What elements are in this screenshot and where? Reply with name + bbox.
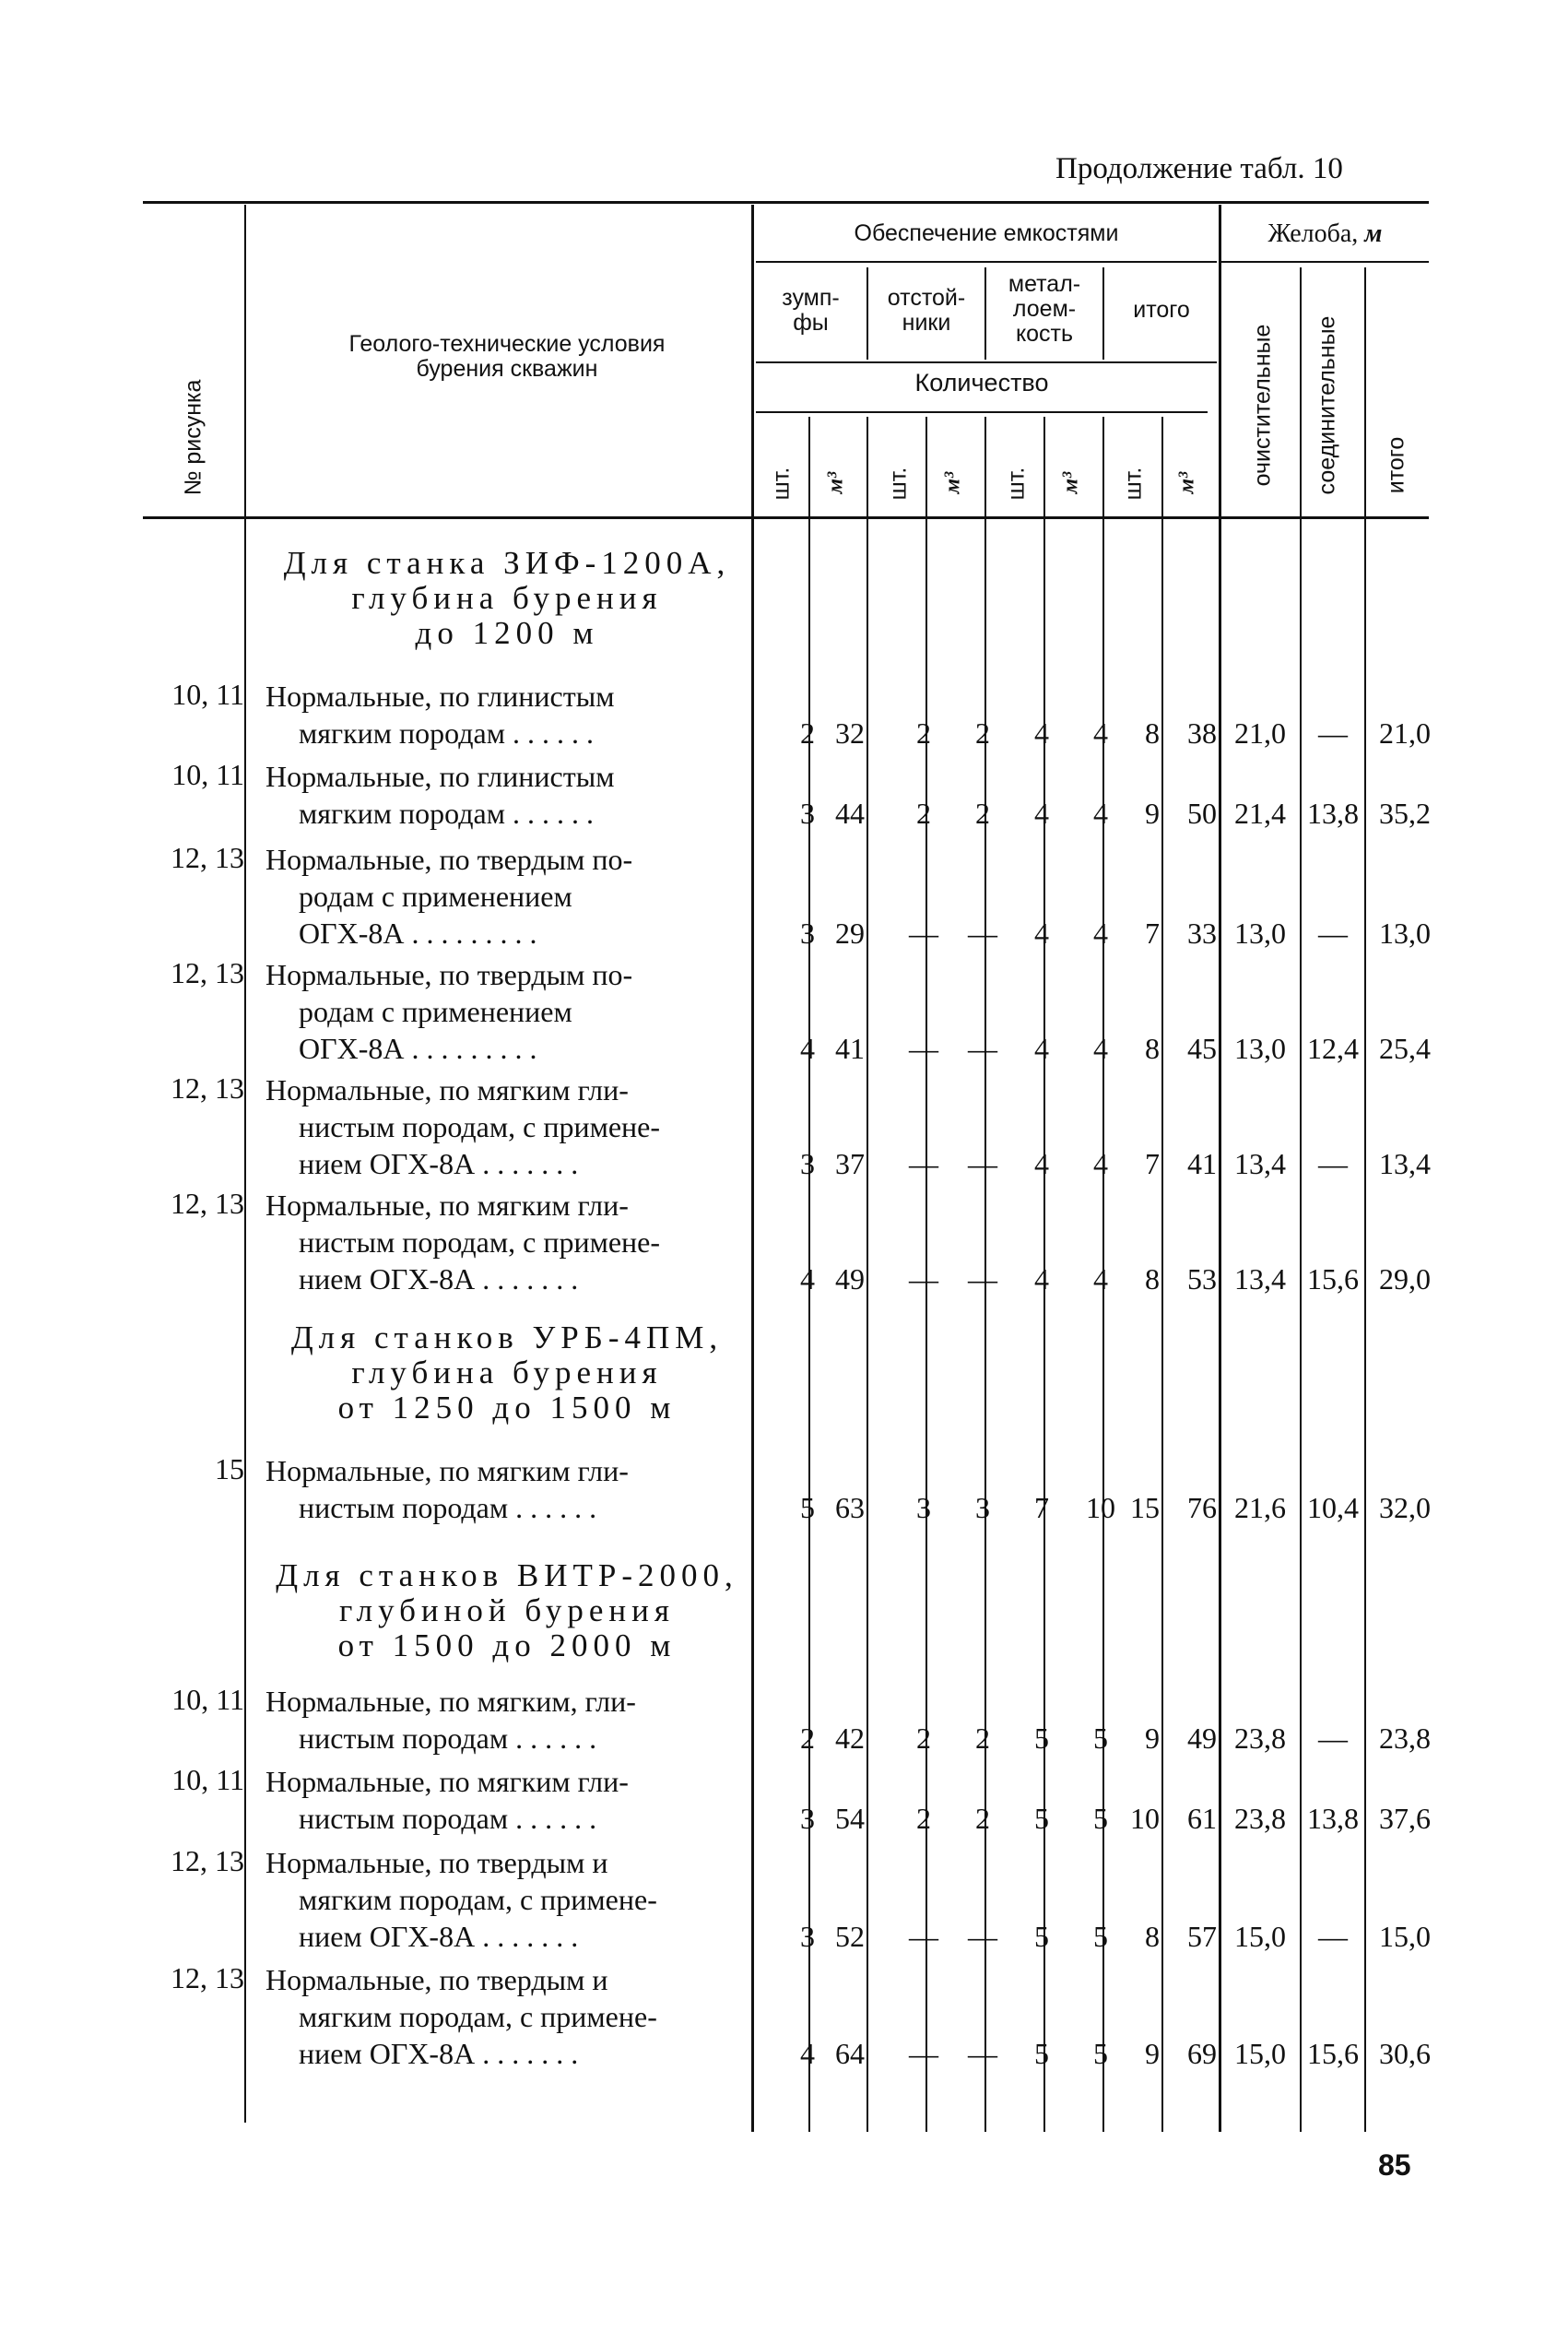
row-condition-line: Нормальные, по мягким гли- bbox=[265, 1765, 629, 1798]
section-heading-line: глубиной бурения bbox=[339, 1592, 675, 1628]
table-cell: 5 bbox=[1093, 2037, 1108, 2070]
table-cell: 4 bbox=[800, 1262, 815, 1296]
table-cell: 15,6 bbox=[1307, 1262, 1359, 1296]
header-cleaning: очистительные bbox=[1249, 324, 1276, 487]
page-number: 85 bbox=[1378, 2148, 1411, 2182]
table-cell: 7 bbox=[1034, 1491, 1049, 1524]
table-cell: 9 bbox=[1145, 2037, 1160, 2070]
row-condition-line: мягким породам . . . . . . bbox=[299, 716, 594, 750]
table-cell: 4 bbox=[1093, 1147, 1108, 1180]
table-cell: 4 bbox=[800, 2037, 815, 2070]
table-cell: 29 bbox=[835, 917, 865, 950]
table-cell: 63 bbox=[835, 1491, 865, 1524]
header-metal bbox=[988, 272, 1101, 347]
header-metal-line-2: лоем- bbox=[1012, 296, 1077, 322]
row-condition-text bbox=[265, 1187, 736, 1297]
table-cell: — bbox=[968, 1920, 997, 1953]
table-cell: 7 bbox=[1145, 1147, 1160, 1180]
table-cell: 2 bbox=[975, 1802, 990, 1835]
table-cell: 7 bbox=[1145, 917, 1160, 950]
subgroup-rule bbox=[756, 361, 1217, 363]
table-cell: 3 bbox=[800, 1802, 815, 1835]
header-metal-m3: м³ bbox=[1058, 471, 1083, 494]
table-cell: — bbox=[968, 2037, 997, 2070]
table-cell: 49 bbox=[835, 1262, 865, 1296]
table-cell: 2 bbox=[916, 1722, 931, 1755]
figure-number: 12, 13 bbox=[171, 1071, 244, 1105]
section-heading-line: Для станка ЗИФ-1200А, bbox=[283, 545, 731, 581]
table-cell: 5 bbox=[1034, 1920, 1049, 1953]
row-condition-line: Нормальные, по глинистым bbox=[265, 760, 615, 793]
table-cell: 61 bbox=[1187, 1802, 1217, 1835]
header-tanks-group: Обеспечение емкостями bbox=[854, 220, 1119, 246]
table-cell: 52 bbox=[835, 1920, 865, 1953]
figure-number: 10, 11 bbox=[171, 1683, 244, 1716]
header-troughs-group bbox=[1221, 221, 1429, 246]
table-cell: 12,4 bbox=[1307, 1032, 1359, 1065]
row-condition-text bbox=[265, 1763, 736, 1837]
row-condition-line: родам с применением bbox=[299, 995, 572, 1028]
table-cell: — bbox=[909, 1032, 938, 1065]
table-cell: 64 bbox=[835, 2037, 865, 2070]
table-cell: — bbox=[1318, 1147, 1348, 1180]
table-cell: 15,0 bbox=[1234, 2037, 1286, 2070]
tanks-group-rule bbox=[756, 261, 1217, 263]
row-condition-line: ОГХ-8А . . . . . . . . . bbox=[299, 917, 537, 950]
header-settlers-line-1: отстой- bbox=[887, 285, 966, 311]
header-metal-pcs: шт. bbox=[1003, 467, 1030, 501]
table-cell: 5 bbox=[1093, 1802, 1108, 1835]
col-rule-tanks-end bbox=[1219, 205, 1221, 2132]
table-cell: 4 bbox=[1034, 1032, 1049, 1065]
table-cell: 30,6 bbox=[1379, 2037, 1431, 2070]
row-condition-line: нистым породам . . . . . . bbox=[299, 1491, 597, 1524]
quantity-rule bbox=[756, 411, 1208, 413]
row-condition-line: родам с применением bbox=[299, 880, 572, 913]
section-heading-line: от 1500 до 2000 м bbox=[337, 1627, 677, 1663]
figure-number: 12, 13 bbox=[171, 1844, 244, 1877]
table-cell: 41 bbox=[835, 1032, 865, 1065]
table-cell: — bbox=[1318, 1920, 1348, 1953]
table-cell: 44 bbox=[835, 797, 865, 830]
table-cell: 2 bbox=[975, 797, 990, 830]
table-cell: 3 bbox=[800, 917, 815, 950]
table-cell: — bbox=[968, 1032, 997, 1065]
row-condition-line: мягким породам, с примене- bbox=[299, 1883, 657, 1916]
header-fig-no: № рисунка bbox=[180, 379, 206, 496]
table-cell: 38 bbox=[1187, 716, 1217, 750]
row-condition-text bbox=[265, 841, 736, 952]
table-cell: 10,4 bbox=[1307, 1491, 1359, 1524]
table-cell: 25,4 bbox=[1379, 1032, 1431, 1065]
table-cell: 21,4 bbox=[1234, 797, 1286, 830]
header-bottom-rule bbox=[143, 516, 1429, 519]
table-cell: — bbox=[968, 1262, 997, 1296]
table-cell: 35,2 bbox=[1379, 797, 1431, 830]
header-conditions-line-1: Геолого-технические условия bbox=[348, 331, 666, 357]
top-rule bbox=[143, 201, 1429, 204]
row-condition-text bbox=[265, 1071, 736, 1182]
header-metal-line-1: метал- bbox=[1008, 271, 1081, 297]
figure-number: 12, 13 bbox=[171, 1961, 244, 1994]
header-settlers-line-2: ники bbox=[902, 310, 951, 336]
header-connecting: соединительные bbox=[1314, 315, 1340, 495]
row-condition-line: мягким породам, с примене- bbox=[299, 2000, 657, 2033]
table-cell: 45 bbox=[1187, 1032, 1217, 1065]
table-cell: 15,0 bbox=[1234, 1920, 1286, 1953]
table-cell: 4 bbox=[1034, 797, 1049, 830]
table-cell: 5 bbox=[800, 1491, 815, 1524]
row-condition-line: нием ОГХ-8А . . . . . . . bbox=[299, 1262, 579, 1296]
section-heading bbox=[258, 546, 756, 651]
table-cell: 4 bbox=[1034, 1262, 1049, 1296]
header-sumps-m3: м³ bbox=[823, 471, 848, 494]
table-cell: 2 bbox=[800, 716, 815, 750]
table-cell: 4 bbox=[1034, 1147, 1049, 1180]
table-cell: 4 bbox=[1093, 797, 1108, 830]
section-heading-line: от 1250 до 1500 м bbox=[337, 1390, 677, 1426]
table-cell: 32,0 bbox=[1379, 1491, 1431, 1524]
figure-number: 10, 11 bbox=[171, 1763, 244, 1796]
row-condition-line: Нормальные, по твердым и bbox=[265, 1963, 608, 1996]
figure-number: 10, 11 bbox=[171, 678, 244, 711]
table-cell: 2 bbox=[800, 1722, 815, 1755]
row-condition-line: нистым породам, с примене- bbox=[299, 1225, 661, 1259]
table-cell: 13,4 bbox=[1234, 1147, 1286, 1180]
row-condition-text bbox=[265, 1683, 736, 1757]
header-troughs-total: итого bbox=[1383, 436, 1409, 494]
table-cell: 5 bbox=[1034, 2037, 1049, 2070]
header-metal-line-3: кость bbox=[1015, 321, 1074, 347]
header-total: итого bbox=[1133, 297, 1190, 323]
header-settlers-pcs: шт. bbox=[885, 467, 912, 501]
table-cell: 57 bbox=[1187, 1920, 1217, 1953]
section-heading bbox=[258, 1558, 756, 1663]
row-condition-line: мягким породам . . . . . . bbox=[299, 797, 594, 830]
row-condition-text bbox=[265, 956, 736, 1067]
table-cell: 4 bbox=[1093, 716, 1108, 750]
row-condition-line: Нормальные, по твердым по- bbox=[265, 958, 633, 991]
table-cell: 10 bbox=[1086, 1491, 1115, 1524]
row-condition-line: нием ОГХ-8А . . . . . . . bbox=[299, 1920, 579, 1953]
header-sumps-line-2: фы bbox=[793, 310, 829, 336]
table-cell: 21,6 bbox=[1234, 1491, 1286, 1524]
row-condition-line: Нормальные, по мягким гли- bbox=[265, 1189, 629, 1222]
row-condition-line: Нормальные, по твердым и bbox=[265, 1846, 608, 1879]
table-cell: 76 bbox=[1187, 1491, 1217, 1524]
table-cell: 13,8 bbox=[1307, 1802, 1359, 1835]
table-cell: 23,8 bbox=[1234, 1722, 1286, 1755]
row-condition-line: Нормальные, по мягким гли- bbox=[265, 1454, 629, 1487]
col-rule-conditions bbox=[751, 205, 754, 2132]
figure-number: 12, 13 bbox=[171, 841, 244, 874]
table-cell: 42 bbox=[835, 1722, 865, 1755]
row-condition-line: нием ОГХ-8А . . . . . . . bbox=[299, 1147, 579, 1180]
figure-number: 12, 13 bbox=[171, 956, 244, 989]
table-cell: 37 bbox=[835, 1147, 865, 1180]
header-sumps-pcs: шт. bbox=[768, 467, 795, 501]
col-rule-sumps-m3-b bbox=[867, 417, 868, 2132]
table-cell: — bbox=[1318, 716, 1348, 750]
header-troughs-label: Желоба, bbox=[1267, 219, 1359, 248]
section-heading-line: Для станков УРБ-4ПМ, bbox=[290, 1319, 724, 1355]
table-cell: 13,8 bbox=[1307, 797, 1359, 830]
table-cell: 15 bbox=[1130, 1491, 1160, 1524]
table-cell: — bbox=[968, 917, 997, 950]
row-condition-line: Нормальные, по мягким гли- bbox=[265, 1073, 629, 1106]
table-cell: 3 bbox=[800, 797, 815, 830]
table-cell: 32 bbox=[835, 716, 865, 750]
table-cell: 13,4 bbox=[1379, 1147, 1431, 1180]
table-cell: 9 bbox=[1145, 1722, 1160, 1755]
table-cell: — bbox=[909, 1262, 938, 1296]
table-cell: 5 bbox=[1093, 1722, 1108, 1755]
table-cell: 23,8 bbox=[1234, 1802, 1286, 1835]
table-cell: 69 bbox=[1187, 2037, 1217, 2070]
table-cell: 15,6 bbox=[1307, 2037, 1359, 2070]
header-settlers-m3: м³ bbox=[940, 471, 965, 494]
header-sumps-line-1: зумп- bbox=[782, 285, 840, 311]
header-settlers bbox=[871, 286, 982, 336]
col-rule-cleaning bbox=[1300, 267, 1302, 2132]
table-cell: 2 bbox=[916, 797, 931, 830]
col-rule-sumps-m3 bbox=[867, 267, 868, 360]
table-cell: 54 bbox=[835, 1802, 865, 1835]
row-condition-line: нистым породам . . . . . . bbox=[299, 1802, 597, 1835]
section-heading bbox=[258, 1320, 756, 1426]
table-cell: 8 bbox=[1145, 1032, 1160, 1065]
col-rule-metal-m3 bbox=[1102, 267, 1104, 360]
header-total-m3: м³ bbox=[1174, 471, 1199, 494]
row-condition-line: Нормальные, по глинистым bbox=[265, 680, 615, 713]
table-cell: 21,0 bbox=[1234, 716, 1286, 750]
header-conditions bbox=[277, 332, 737, 382]
table-cell: 33 bbox=[1187, 917, 1217, 950]
table-cell: 3 bbox=[975, 1491, 990, 1524]
row-condition-line: нистым породам . . . . . . bbox=[299, 1722, 597, 1755]
section-heading-line: до 1200 м bbox=[415, 615, 599, 651]
table-cell: 4 bbox=[1034, 917, 1049, 950]
table-cell: 5 bbox=[1093, 1920, 1108, 1953]
table-cell: 8 bbox=[1145, 716, 1160, 750]
table-cell: 4 bbox=[1034, 716, 1049, 750]
table-cell: — bbox=[909, 1920, 938, 1953]
table-cell: 50 bbox=[1187, 797, 1217, 830]
table-cell: 3 bbox=[800, 1147, 815, 1180]
section-heading-line: Для станков ВИТР-2000, bbox=[276, 1557, 738, 1593]
table-cell: 13,0 bbox=[1379, 917, 1431, 950]
table-cell: 2 bbox=[916, 1802, 931, 1835]
row-condition-text bbox=[265, 1844, 736, 1955]
table-cell: 8 bbox=[1145, 1920, 1160, 1953]
row-condition-line: нистым породам, с примене- bbox=[299, 1110, 661, 1143]
table-cell: 5 bbox=[1034, 1722, 1049, 1755]
troughs-group-rule bbox=[1221, 261, 1429, 263]
row-condition-text bbox=[265, 1452, 736, 1526]
table-cell: 29,0 bbox=[1379, 1262, 1431, 1296]
table-cell: 23,8 bbox=[1379, 1722, 1431, 1755]
table-cell: 5 bbox=[1034, 1802, 1049, 1835]
header-troughs-unit: м bbox=[1364, 219, 1383, 248]
table-cell: 49 bbox=[1187, 1722, 1217, 1755]
figure-number: 10, 11 bbox=[171, 758, 244, 791]
col-rule-connecting bbox=[1364, 267, 1366, 2132]
table-cell: 2 bbox=[975, 1722, 990, 1755]
row-condition-line: Нормальные, по твердым по- bbox=[265, 843, 633, 876]
header-total-pcs: шт. bbox=[1120, 467, 1147, 501]
table-cell: 4 bbox=[1093, 1032, 1108, 1065]
table-cell: 3 bbox=[916, 1491, 931, 1524]
table-cell: — bbox=[1318, 917, 1348, 950]
table-cell: 21,0 bbox=[1379, 716, 1431, 750]
col-rule-fig bbox=[244, 205, 246, 2123]
row-condition-line: Нормальные, по мягким, гли- bbox=[265, 1685, 636, 1718]
table-caption: Продолжение табл. 10 bbox=[1055, 152, 1343, 185]
row-condition-line: ОГХ-8А . . . . . . . . . bbox=[299, 1032, 537, 1065]
table-cell: — bbox=[968, 1147, 997, 1180]
section-heading-line: глубина бурения bbox=[351, 580, 663, 616]
table-cell: 13,0 bbox=[1234, 917, 1286, 950]
table-cell: 41 bbox=[1187, 1147, 1217, 1180]
table-cell: 8 bbox=[1145, 1262, 1160, 1296]
row-condition-text bbox=[265, 1961, 736, 2072]
row-condition-line: нием ОГХ-8А . . . . . . . bbox=[299, 2037, 579, 2070]
table-cell: 53 bbox=[1187, 1262, 1217, 1296]
table-cell: 3 bbox=[800, 1920, 815, 1953]
table-cell: — bbox=[1318, 1722, 1348, 1755]
header-quantity: Количество bbox=[914, 369, 1049, 396]
table-cell: 4 bbox=[800, 1032, 815, 1065]
table-cell: 13,4 bbox=[1234, 1262, 1286, 1296]
row-condition-text bbox=[265, 678, 736, 751]
table-cell: 10 bbox=[1130, 1802, 1160, 1835]
section-heading-line: глубина бурения bbox=[351, 1355, 663, 1390]
figure-number: 12, 13 bbox=[171, 1187, 244, 1220]
table-cell: — bbox=[909, 2037, 938, 2070]
table-cell: 4 bbox=[1093, 1262, 1108, 1296]
table-cell: 37,6 bbox=[1379, 1802, 1431, 1835]
row-condition-text bbox=[265, 758, 736, 832]
table-cell: 4 bbox=[1093, 917, 1108, 950]
header-sumps bbox=[758, 286, 864, 336]
table-cell: 9 bbox=[1145, 797, 1160, 830]
table-cell: 2 bbox=[916, 716, 931, 750]
table-cell: 2 bbox=[975, 716, 990, 750]
table-cell: 13,0 bbox=[1234, 1032, 1286, 1065]
table-cell: — bbox=[909, 1147, 938, 1180]
table-cell: 15,0 bbox=[1379, 1920, 1431, 1953]
col-rule-settlers-m3 bbox=[984, 267, 986, 360]
header-conditions-line-2: бурения скважин bbox=[416, 356, 598, 382]
figure-number: 15 bbox=[215, 1452, 244, 1485]
table-cell: — bbox=[909, 917, 938, 950]
